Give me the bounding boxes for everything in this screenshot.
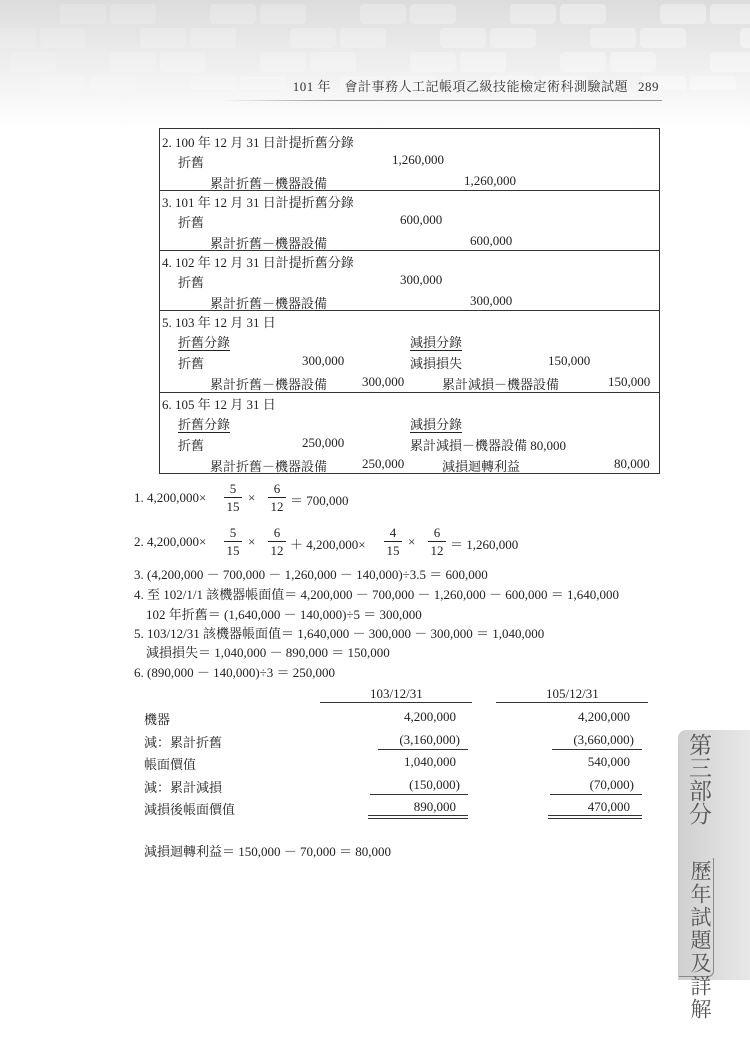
header-pattern-tile (490, 28, 536, 48)
denominator: 15 (226, 543, 240, 558)
credit-account: 累計折舊－機器設備 (210, 236, 328, 251)
fraction (268, 481, 286, 514)
header-pattern-tile (510, 4, 556, 24)
header-pattern-tile (660, 4, 706, 24)
denominator: 12 (270, 543, 284, 558)
subtotal-rule (378, 749, 468, 750)
total-double-rule (368, 815, 468, 816)
debit-account: 折舊 (178, 215, 205, 230)
solution-text: 1. 4,200,000× (134, 490, 207, 505)
header-pattern-tile (90, 76, 136, 90)
header-pattern-tile (410, 4, 456, 24)
credit-account: 減損迴轉利益 (442, 459, 521, 474)
impairment-heading: 減損分錄 (410, 417, 463, 432)
header-pattern-tile (640, 28, 686, 48)
credit-account: 累計折舊－機器設備 (210, 296, 328, 311)
credit-amount: 300,000 (362, 374, 405, 389)
debit-amount: 150,000 (548, 353, 591, 368)
fraction-bar (268, 497, 286, 498)
fraction (224, 481, 242, 514)
credit-account: 累計折舊－機器設備 (210, 176, 328, 191)
header-pattern-tile (710, 52, 750, 72)
fraction-bar (224, 541, 242, 542)
total-double-rule (368, 818, 468, 819)
fraction (268, 525, 286, 558)
entry-title: 5. 103 年 12 月 31 日 (162, 315, 276, 330)
header-pattern-tile (610, 52, 656, 72)
fraction-bar (224, 497, 242, 498)
header-pattern-tile (40, 28, 86, 48)
depreciation-heading: 折舊分錄 (178, 335, 231, 350)
fraction (428, 525, 446, 558)
header-pattern-tile (260, 52, 306, 72)
subtotal-rule (550, 794, 642, 795)
total-double-rule (548, 818, 642, 819)
depreciation-heading: 折舊分錄 (178, 417, 231, 432)
header-pattern-tile (0, 28, 36, 48)
credit-amount: 300,000 (470, 293, 513, 308)
column-header: 105/12/31 (546, 686, 599, 701)
times-sign: × (248, 534, 256, 549)
header-pattern-tile (40, 76, 86, 90)
solution-3: 3. (4,200,000 － 700,000 － 1,260,000 － 140,000)÷3.5 ＝ 600,000 (134, 567, 488, 582)
entry-title: 4. 102 年 12 月 31 日計提折舊分錄 (162, 255, 354, 270)
journal-entries-table (159, 128, 660, 474)
debit-amount: 300,000 (302, 353, 345, 368)
debit-account: 累計減損－機器設備 80,000 (410, 438, 567, 453)
solution-5-line-1: 5. 103/12/31 該機器帳面值＝ 1,640,000 － 300,000 － 300,000 ＝ 1,040,000 (134, 626, 545, 641)
header-pattern-tile (340, 28, 386, 48)
impairment-heading: 減損分錄 (410, 335, 463, 350)
numerator: 4 (389, 525, 397, 540)
credit-amount: 250,000 (362, 456, 405, 471)
total-double-rule (548, 815, 642, 816)
value-103: 890,000 (413, 799, 456, 814)
value-103: 1,040,000 (404, 754, 456, 769)
header-pattern-tile (110, 52, 156, 72)
header-pattern-tile (190, 76, 236, 90)
debit-amount: 600,000 (400, 212, 443, 227)
numerator: 5 (229, 481, 237, 496)
column-rule (320, 702, 472, 703)
journal-entry (160, 250, 659, 311)
fraction-bar (384, 541, 402, 542)
solution-result: ＝ 1,260,000 (450, 537, 519, 552)
entry-title: 6. 105 年 12 月 31 日 (162, 397, 276, 412)
header-pattern-tile (290, 28, 336, 48)
header-pattern-tile (560, 52, 606, 72)
credit-amount: 80,000 (614, 456, 650, 471)
denominator: 15 (386, 543, 400, 558)
header-pattern-tile (60, 4, 106, 24)
value-105: 4,200,000 (578, 709, 630, 724)
solution-4-line-1: 4. 至 102/1/1 該機器帳面值＝ 4,200,000 － 700,000 － 1,260,000 － 600,000 ＝ 1,640,000 (134, 587, 619, 602)
numerator: 5 (229, 525, 237, 540)
header-pattern-tile (360, 4, 406, 24)
value-105: 470,000 (587, 799, 630, 814)
value-103: 4,200,000 (404, 709, 456, 724)
header-pattern-tile (410, 52, 456, 72)
credit-amount: 600,000 (470, 233, 513, 248)
row-label: 帳面價值 (144, 757, 197, 772)
value-103: (150,000) (409, 777, 460, 792)
header-pattern-tile (710, 4, 750, 24)
header-rule (222, 100, 662, 101)
debit-amount: 250,000 (302, 435, 345, 450)
credit-amount: 1,260,000 (464, 173, 516, 188)
credit-amount: 150,000 (608, 374, 651, 389)
running-header (293, 76, 659, 95)
solution-text: ＋ 4,200,000× (290, 537, 366, 552)
solution-5-line-2: 減損損失＝ 1,040,000 － 890,000 ＝ 150,000 (146, 645, 390, 660)
header-pattern-tile (260, 4, 306, 24)
journal-entry (160, 310, 659, 393)
fraction (224, 525, 242, 558)
header-pattern-tile (690, 76, 736, 90)
fraction-bar (268, 541, 286, 542)
header-pattern-tile (460, 52, 506, 72)
header-pattern-tile (110, 4, 156, 24)
header-title: 101 年 會計事務人工記帳項乙級技能檢定術科測驗試題 (292, 79, 628, 94)
value-103: (3,160,000) (399, 732, 460, 747)
numerator: 6 (273, 525, 281, 540)
denominator: 15 (226, 499, 240, 514)
times-sign: × (248, 490, 256, 505)
subtotal-rule (370, 794, 468, 795)
header-pattern-tile (240, 76, 286, 90)
header-pattern-tile (740, 28, 750, 48)
row-label: 減損後帳面價值 (144, 802, 236, 817)
header-pattern-tile (140, 28, 186, 48)
debit-account: 折舊 (178, 356, 205, 371)
fraction (384, 525, 402, 558)
value-105: 540,000 (587, 754, 630, 769)
numerator: 6 (433, 525, 441, 540)
debit-amount: 300,000 (400, 272, 443, 287)
row-label: 機器 (144, 712, 171, 727)
reversal-gain-calc: 減損迴轉利益＝ 150,000 － 70,000 ＝ 80,000 (144, 844, 392, 859)
header-pattern-tile (160, 52, 206, 72)
section-label: 歷年試題及詳解 (688, 860, 712, 1021)
column-header: 103/12/31 (370, 686, 423, 701)
header-pattern-tile (560, 4, 606, 24)
debit-amount: 1,260,000 (392, 152, 444, 167)
row-label: 減：累計減損 (144, 780, 223, 795)
denominator: 12 (430, 543, 444, 558)
journal-entry (160, 392, 659, 474)
debit-account: 折舊 (178, 275, 205, 290)
solution-text: 2. 4,200,000× (134, 534, 207, 549)
numerator: 6 (273, 481, 281, 496)
entry-title: 3. 101 年 12 月 31 日計提折舊分錄 (162, 195, 354, 210)
value-105: (70,000) (589, 777, 634, 792)
header-pattern-tile (590, 28, 636, 48)
value-105: (3,660,000) (573, 732, 634, 747)
debit-account: 減損損失 (410, 356, 463, 371)
fraction-bar (428, 541, 446, 542)
solution-6: 6. (890,000 － 140,000)÷3 ＝ 250,000 (134, 665, 336, 680)
page-number: 289 (638, 79, 659, 94)
part-label: 第三部分 (685, 733, 711, 825)
credit-account: 累計折舊－機器設備 (210, 377, 328, 392)
journal-entry (160, 190, 659, 251)
solution-result: ＝ 700,000 (290, 493, 349, 508)
header-pattern-tile (10, 52, 56, 72)
column-rule (496, 702, 648, 703)
times-sign: × (408, 534, 416, 549)
debit-account: 折舊 (178, 438, 205, 453)
credit-account: 累計折舊－機器設備 (210, 459, 328, 474)
row-label: 減：累計折舊 (144, 735, 223, 750)
header-pattern-tile (190, 28, 236, 48)
credit-account: 累計減損－機器設備 (442, 377, 560, 392)
header-pattern-tile (210, 4, 256, 24)
denominator: 12 (270, 499, 284, 514)
solution-4-line-2: 102 年折舊＝ (1,640,000 － 140,000)÷5 ＝ 300,000 (146, 607, 422, 622)
subtotal-rule (552, 749, 642, 750)
header-pattern-tile (440, 28, 486, 48)
entry-title: 2. 100 年 12 月 31 日計提折舊分錄 (162, 135, 354, 150)
header-pattern-tile (310, 52, 356, 72)
journal-entry (160, 129, 659, 190)
debit-account: 折舊 (178, 155, 205, 170)
